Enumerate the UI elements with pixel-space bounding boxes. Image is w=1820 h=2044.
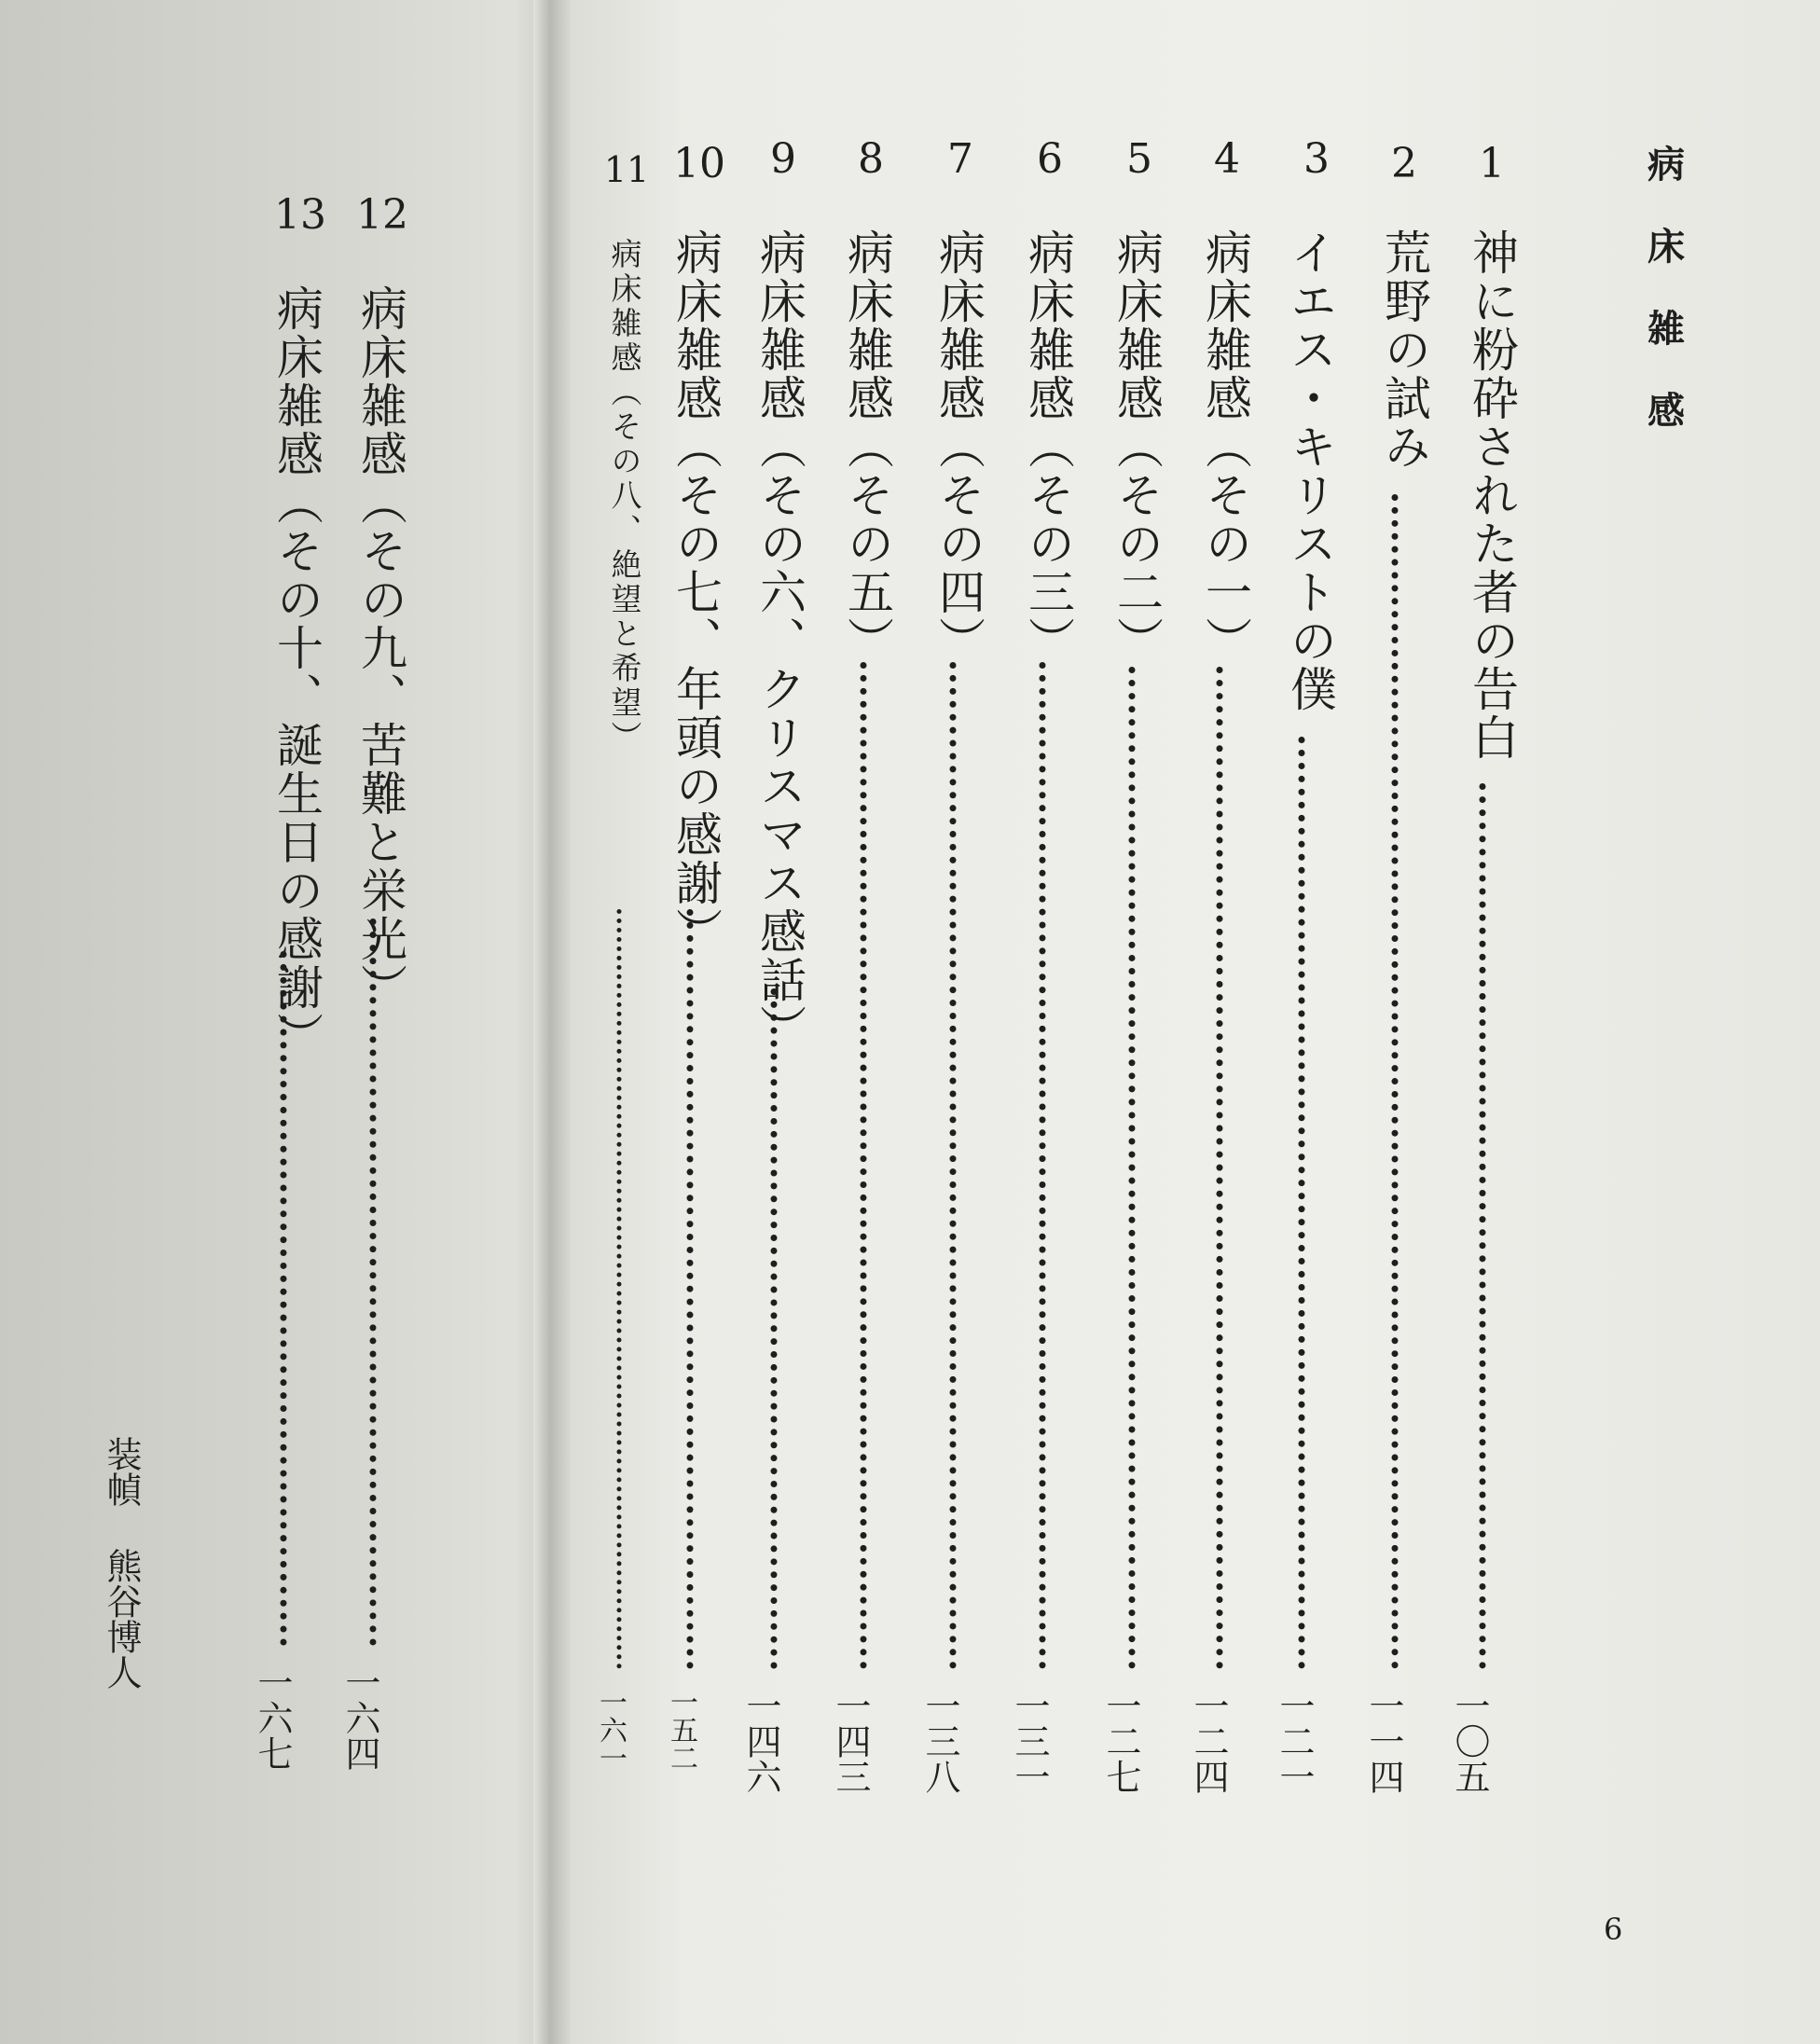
entry-title: 病床雑感（その五） <box>840 228 894 665</box>
entry-page: 一四三 <box>830 1688 871 1794</box>
entry-number: 6 <box>1037 135 1063 183</box>
dot-leader <box>950 662 957 1669</box>
entry-title: 病床雑感（その三） <box>1021 228 1075 665</box>
section-title: 病床雑感 <box>1641 145 1686 473</box>
entry-page: 一五二 <box>665 1688 697 1772</box>
entry-title: 病床雑感（その十、誕生日の感謝） <box>269 284 324 1060</box>
dot-leader <box>370 918 377 1646</box>
entry-number: 7 <box>947 135 973 183</box>
entry-title: 病床雑感（その八、絶望と希望） <box>606 238 643 755</box>
dot-leader <box>1299 737 1305 1669</box>
entry-number: 5 <box>1126 135 1152 183</box>
design-credit-name: 熊谷博人 <box>101 1548 142 1690</box>
page-number: 6 <box>1604 1912 1623 1947</box>
entry-number: 1 <box>1479 140 1505 187</box>
dot-leader <box>687 909 694 1669</box>
entry-number: 12 <box>356 191 408 239</box>
entry-number: 13 <box>274 191 326 239</box>
entry-page: 一二七 <box>1100 1688 1141 1794</box>
entry-title: 病床雑感（その四） <box>931 228 986 665</box>
dot-leader <box>1480 783 1486 1669</box>
entry-number: 9 <box>770 135 796 183</box>
entry-number: 3 <box>1303 135 1330 183</box>
entry-page: 一〇五 <box>1449 1688 1490 1794</box>
entry-number: 11 <box>603 149 650 190</box>
dot-leader <box>1040 662 1046 1669</box>
entry-page: 一三一 <box>1009 1688 1050 1794</box>
design-credit-label: 装幀 <box>101 1436 142 1507</box>
dot-leader <box>771 988 778 1669</box>
entry-number: 10 <box>673 140 725 187</box>
entry-page: 一六四 <box>339 1664 380 1771</box>
entry-title: 病床雑感（その六、クリスマス感話） <box>752 228 807 1053</box>
entry-title: 神に粉砕された者の告白 <box>1465 228 1519 762</box>
entry-page: 一六七 <box>252 1664 293 1771</box>
entry-page: 一一四 <box>1363 1688 1404 1794</box>
dot-leader <box>281 951 287 1646</box>
entry-title: 病床雑感（その七、年頭の感謝） <box>669 228 723 956</box>
entry-page: 一二一 <box>1274 1688 1315 1794</box>
dot-leader <box>1129 667 1136 1669</box>
entry-page: 一六一 <box>594 1688 627 1772</box>
dot-leader <box>1392 494 1399 1669</box>
entry-page: 一三八 <box>919 1688 960 1794</box>
entry-title: 病床雑感（その九、苦難と栄光） <box>353 284 407 1012</box>
entry-title: イエス・キリストの僕 <box>1283 228 1337 713</box>
dot-leader <box>1217 667 1223 1669</box>
book-gutter <box>533 0 571 2044</box>
entry-number: 8 <box>858 135 884 183</box>
dot-leader <box>861 662 867 1669</box>
entry-number: 2 <box>1391 140 1417 187</box>
entry-title: 病床雑感（その一） <box>1198 228 1252 665</box>
entry-title: 病床雑感（その二） <box>1110 228 1164 665</box>
entry-page: 一四六 <box>740 1688 781 1794</box>
entry-title: 荒野の試み <box>1377 228 1431 471</box>
dot-leader <box>617 909 622 1669</box>
entry-page: 一二四 <box>1188 1688 1229 1794</box>
entry-number: 4 <box>1214 135 1240 183</box>
